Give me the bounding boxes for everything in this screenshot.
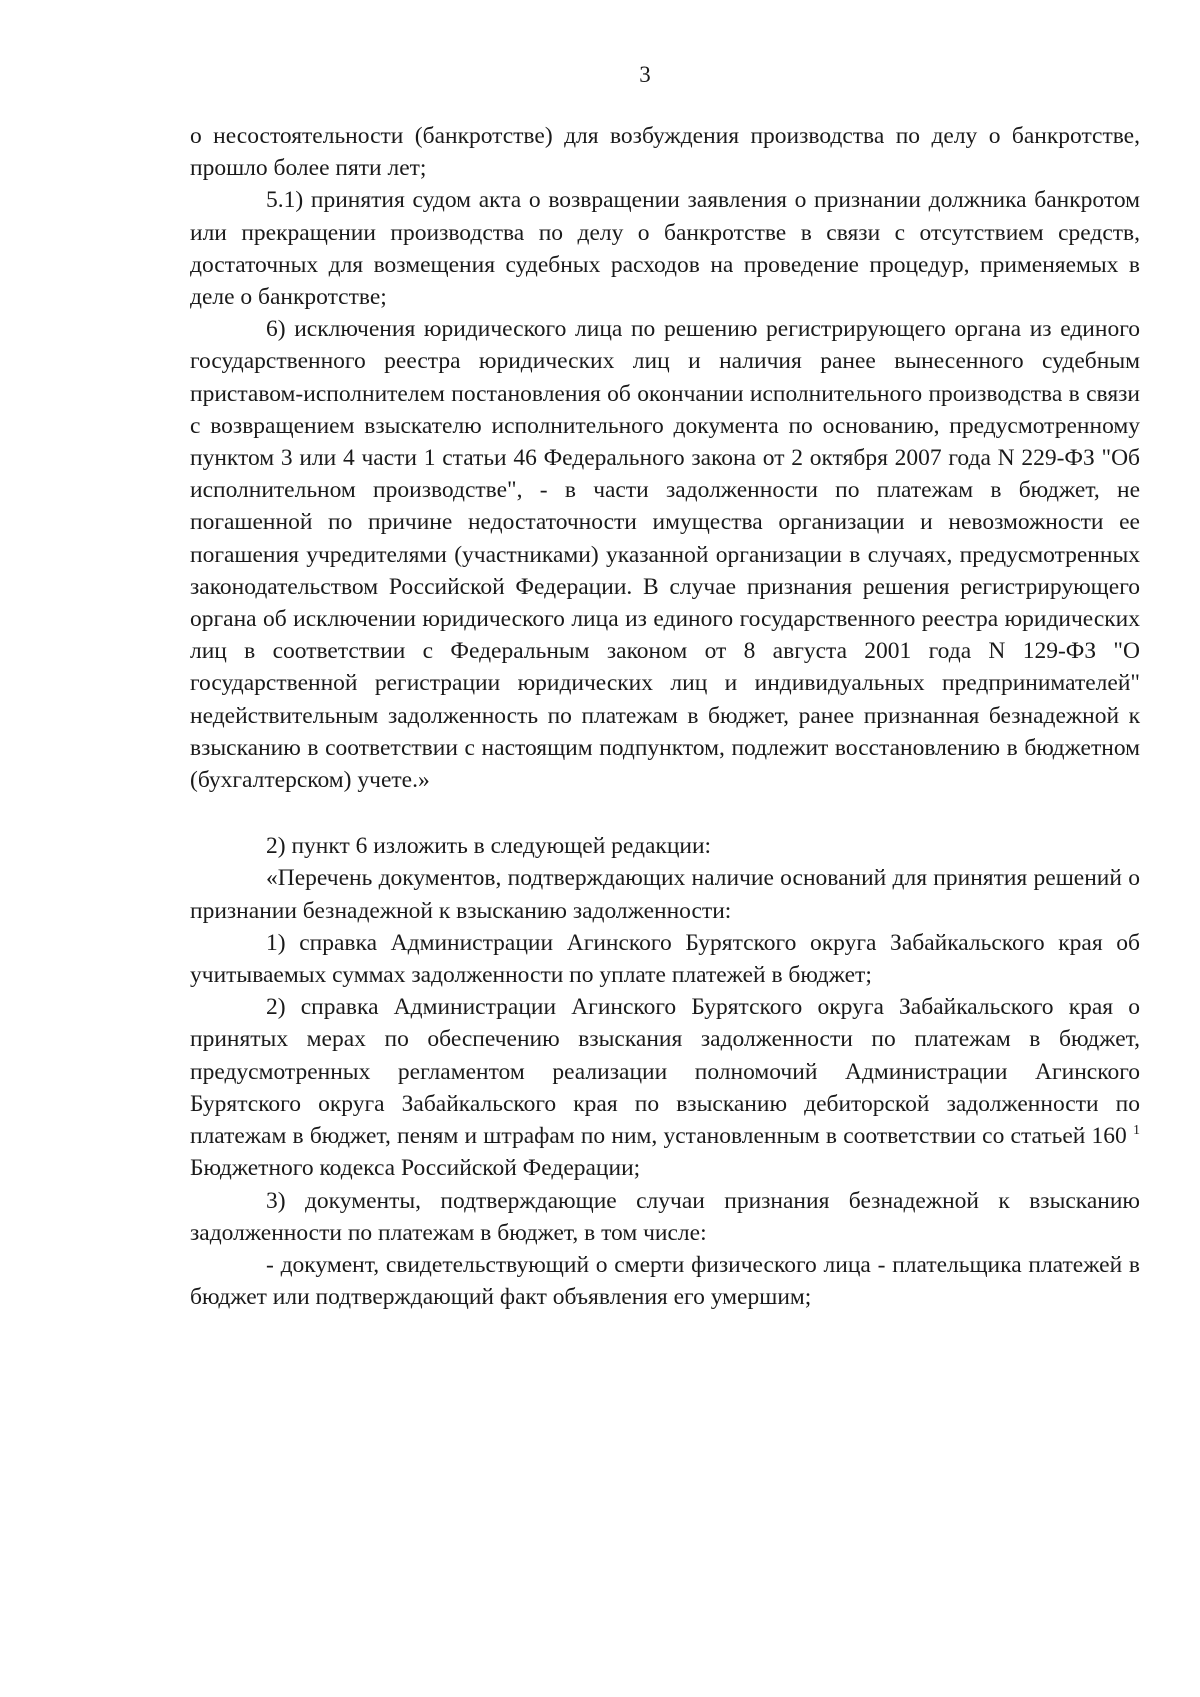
paragraph-list-item-3: 3) документы, подтверждающие случаи признания безнадежной к взысканию задолженности по платежам в бюджет, в том числе: bbox=[190, 1187, 1140, 1246]
superscript-1: 1 bbox=[1133, 1123, 1141, 1139]
paragraph-amendment-point-2: 2) пункт 6 изложить в следующей редакции: bbox=[266, 833, 712, 860]
paragraph-list-item-1: 1) справка Администрации Агинского Бурятского округа Забайкальского края об учитываемых суммах задолженности по уплате платежей в бюджет; bbox=[190, 929, 1140, 989]
list-item-2-tail: Бюджетного кодекса Российской Федерации; bbox=[190, 1155, 641, 1182]
paragraph-list-dash-item: - документ, свидетельствующий о смерти физического лица - плательщика платежей в бюджет или подтверждающий факт объявления его умершим; bbox=[190, 1251, 1140, 1311]
document-body bbox=[190, 120, 1140, 1313]
page-number: 3 bbox=[639, 62, 651, 87]
paragraph-item-6: 6) исключения юридического лица по решению регистрирующего органа из единого государственного реестра юридических лиц и наличия ранее вынесенного судебным приставом-исполнителем постановления об окончании исполнительного производства в связи с возвращением взыскателю исполнительного документа по основанию, предусмотренному пунктом 3 или 4 части 1 статьи 46 Федерального закона от 2 октября 2007 года N 229-ФЗ "Об исполнительном производстве", - в части задолженности по платежам в бюджет, не погашенной по причине недостаточности имущества организации и невозможности ее погашения учредителями (участниками) указанной организации в случаях, предусмотренных законодательством Российской Федерации. В случае признания решения регистрирующего органа об исключении юридического лица из единого государственного реестра юридических лиц в соответствии с Федеральным законом от 8 августа 2001 года N 129-ФЗ "О государственной регистрации юридических лиц и индивидуальных предпринимателей" недействительным задолженность по платежам в бюджет, ранее признанная безнадежной к взысканию в соответствии с настоящим подпунктом, подлежит восстановлению в бюджетном (бухгалтерском) учете.» bbox=[190, 316, 1140, 794]
paragraph-list-item-2 bbox=[190, 991, 1140, 1184]
list-item-2-text: 2) справка Администрации Агинского Бурятского округа Забайкальского края о принятых мерах по обеспечению взыскания задолженности по платежам в бюджет, предусмотренных регламентом реализации полномочий Администрации Агинского Бурятского округа Забайкальского края по взысканию дебиторской задолженности по платежам в бюджет, пеням и штрафам по ним, установленным в соответствии со статьей 160 bbox=[190, 994, 1140, 1150]
paragraph-continuation: о несостоятельности (банкротстве) для возбуждения производства по делу о банкротстве, прошло более пяти лет; bbox=[190, 123, 1140, 182]
paragraph-item-5-1: 5.1) принятия судом акта о возвращении заявления о признании должника банкротом или прекращении производства по делу о банкротстве в связи с отсутствием средств, достаточных для возмещения судебных расходов на проведение процедур, применяемых в деле о банкротстве; bbox=[190, 187, 1140, 311]
paragraph-documents-list-intro: «Перечень документов, подтверждающих наличие оснований для принятия решений о признании безнадежной к взысканию задолженности: bbox=[190, 865, 1140, 924]
